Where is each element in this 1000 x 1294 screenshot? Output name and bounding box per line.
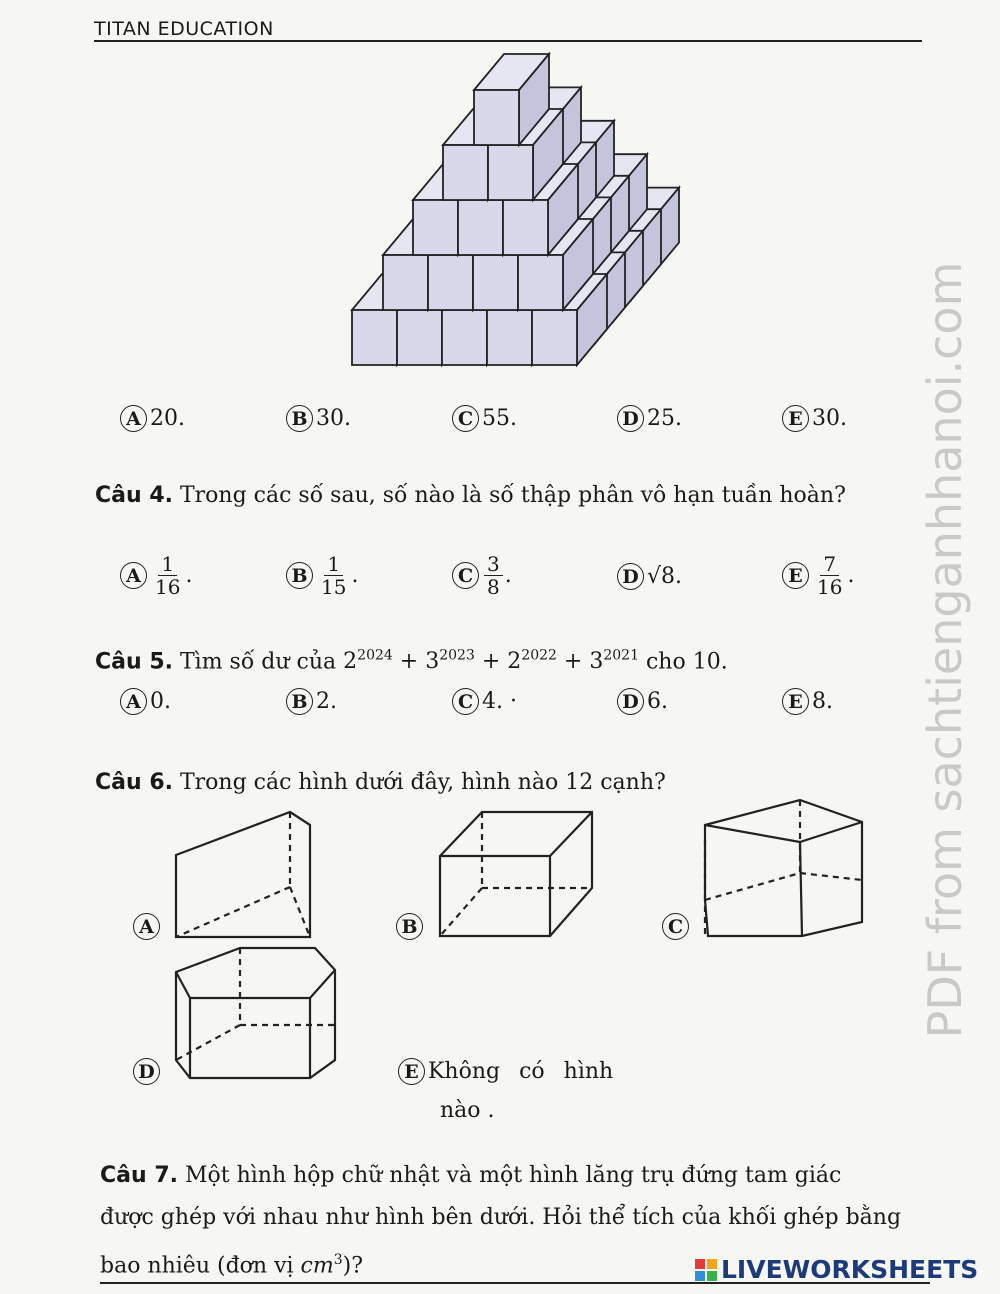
option-letter: D [617,563,644,590]
option-letter: A [133,913,160,940]
option-letter: E [782,405,809,432]
q5-expression: $2^{2024} + 3^{2023} + 2^{2022} + 3^{2021}$ [343,648,639,675]
cube-shape [440,812,592,936]
option-text: 30. [316,406,351,431]
q7-text-line3: bao nhiêu (đơn vị [100,1253,294,1279]
q4-option-e[interactable]: E $\frac{7}{16}$ . [782,553,854,598]
option-text: 55. [482,406,517,431]
option-letter: C [662,913,689,940]
option-text: 25. [647,406,682,431]
liveworksheets-icon [695,1259,717,1281]
q6-option-c[interactable] [662,913,692,940]
option-text: 20. [150,406,185,431]
q3-option-e[interactable] [782,405,847,432]
q3-option-b[interactable] [286,405,351,432]
brand-text: LIVEWORKSHEETS [721,1255,979,1284]
q3-option-a[interactable] [120,405,185,432]
q5-label: Câu 5. [95,649,173,675]
q5-option-e[interactable] [782,688,833,715]
q4-text: Trong các số sau, số nào là số thập phân vô hạn tuần hoàn? [179,483,846,508]
q6-option-a[interactable] [133,913,163,940]
liveworksheets-logo[interactable] [695,1255,978,1284]
option-letter: D [617,688,644,715]
option-text: 0. [150,689,171,714]
option-letter: D [133,1058,160,1085]
q6-label: Câu 6. [95,770,173,795]
q5-option-c[interactable] [452,688,517,715]
hexagonal-prism-shape [176,948,335,1078]
fraction: $\frac{7}{16}$ [817,552,843,599]
q6-option-e[interactable] [398,1058,613,1085]
q7-unit-exp: 3 [333,1252,343,1268]
watermark: PDF from sachtienganhhanoi.com [918,261,972,1039]
option-letter: C [452,562,479,589]
option-text: 4. · [482,689,517,714]
option-text: 6. [647,689,668,714]
q6-option-d[interactable] [133,1058,163,1085]
option-text: 2. [316,689,337,714]
q4-option-a[interactable]: A $\frac{1}{16}$ . [120,553,192,598]
header-title: TITAN EDUCATION [94,18,274,40]
fraction: $\frac{3}{8}$ [484,553,503,598]
q5-option-b[interactable] [286,688,337,715]
option-letter: E [782,688,809,715]
q7-unit: cm [300,1253,334,1279]
triangular-prism-shape [176,812,310,937]
q7-label: Câu 7. [100,1163,178,1188]
option-text: 8. [812,689,833,714]
option-letter: D [617,405,644,432]
q6-option-e-line2: nào . [440,1098,495,1123]
q4-option-c[interactable]: C $\frac{3}{8}$ . [452,553,512,598]
pentagonal-prism-shape [705,800,862,936]
q4-option-b[interactable]: B $\frac{1}{15}$ . [286,553,358,598]
q6-option-b[interactable] [396,913,426,940]
q3-option-c[interactable] [452,405,517,432]
option-letter: C [452,405,479,432]
option-letter: B [286,688,313,715]
option-letter: A [120,688,147,715]
q5-text-prefix: Tìm số dư của [179,649,337,675]
q6-text: Trong các hình dưới đây, hình nào 12 cạnh? [179,770,666,795]
fraction: $\frac{1}{15}$ [321,552,347,599]
q5-text-suffix: cho 10. [645,649,728,675]
option-text: 30. [812,406,847,431]
option-text: Không có hình [428,1059,614,1084]
q7-text-line2: được ghép với nhau như hình bên dưới. Hỏi thể tích của khối ghép bằng [100,1205,902,1230]
option-letter: B [396,913,423,940]
option-letter: B [286,405,313,432]
q4-label: Câu 4. [95,483,173,508]
option-letter: E [782,562,809,589]
fraction: $\frac{1}{16}$ [155,552,181,599]
option-letter: E [398,1058,425,1085]
option-letter: B [286,562,313,589]
q3-option-d[interactable] [617,405,682,432]
q7-question: Câu 7. Một hình hộp chữ nhật và một hình lăng trụ đứng tam giác được ghép với nhau như hình bên dưới. Hỏi thể tích của khối ghép bằng bao nhiêu (đơn vị $cm^3$)? [100,1155,930,1287]
option-letter: A [120,405,147,432]
q7-text-line1: Một hình hộp chữ nhật và một hình lăng trụ đứng tam giác [184,1163,842,1188]
q5-option-d[interactable] [617,688,668,715]
option-text: √8. [647,564,683,589]
q5-option-a[interactable] [120,688,171,715]
option-letter: A [120,562,147,589]
option-letter: C [452,688,479,715]
